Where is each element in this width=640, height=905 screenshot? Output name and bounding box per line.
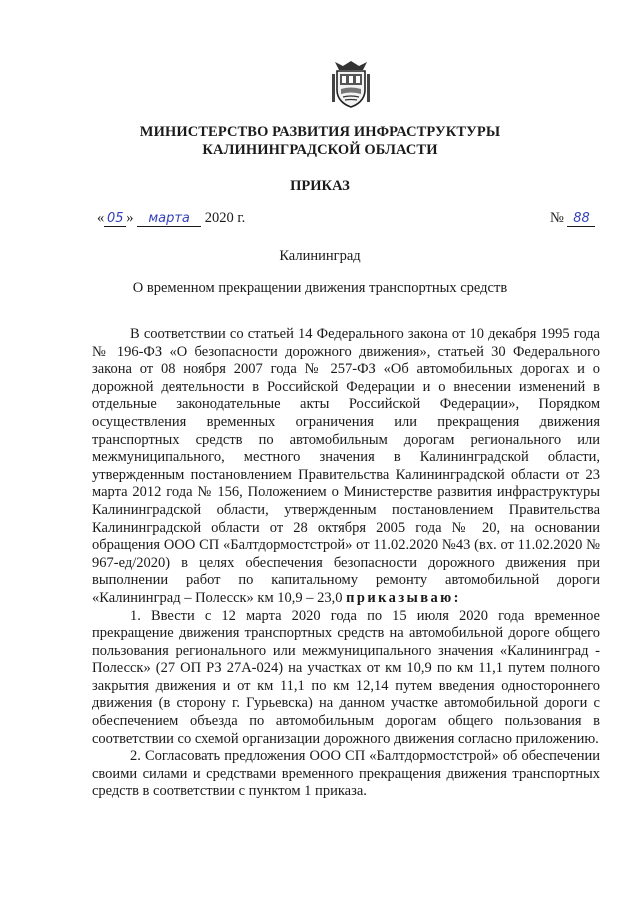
date-close-quote: » <box>126 210 134 226</box>
order-subject: О временном прекращении движения транспортных средств <box>132 280 508 296</box>
order-date <box>97 210 245 227</box>
date-month-handwritten: марта <box>137 212 201 227</box>
date-year: 2020 г. <box>204 210 246 226</box>
order-number <box>550 210 595 227</box>
order-body <box>92 326 600 801</box>
preamble-paragraph <box>92 326 600 608</box>
coat-of-arms-icon <box>329 60 373 108</box>
ministry-name-line1: МИНИСТЕРСТВО РАЗВИТИЯ ИНФРАСТРУКТУРЫ <box>139 124 501 140</box>
order-item-1: 1. Ввести с 12 марта 2020 года по 15 июля 2020 года временное прекращение движения транспортных средств на автомобильной дороге общего пользования регионального или межмуниципального значения «Калининград - Полесск» (27 ОП РЗ 27А-024) на участках от км 10,9 по км 11,1 путем полного закрытия движения и от км 11,1 по км 12,14 путем введения одностороннего движения (в сторону г. Гурьевска) на данном участке автомобильной дороги с обеспечением объезда по автомобильным дорогам общего пользования в соответствии со схемой организации дорожного движения согласно приложению. <box>92 607 600 747</box>
city-name: Калининград <box>279 248 361 264</box>
preamble-text: В соответствии со статьей 14 Федерального закона от 10 декабря 1995 года № 196-ФЗ «О безопасности дорожного движения», статьей 30 Федерального закона от 08 ноября 2007 года № 257-ФЗ «Об автомобильных дорогах и о дорожной деятельности в Российской Федерации и о внесении изменений в отдельные законодательные акты Российской Федерации», Порядком осуществления временных ограничения или прекращения движения транспортных средств по автомобильным дорогам регионального или межмуниципального, местного значения в Калининградской области, утвержденным постановлением Правительства Калининградской области от 23 марта 2012 года № 156, Положением о Министерстве развития инфраструктуры Калининградской области, утвержденным постановлением Правительства Калининградской области от 28 октября 2005 года № 20, на основании обращения ООО СП «Балтдормостстрой» от 11.02.2020 №43 (вх. от 11.02.2020 № 967-ед/2020) в целях обеспечения безопасности дорожного движения при выполнении работ по капитальному ремонту автомобильной дороги «Калининград – Полесск» км 10,9 – 23,0 <box>92 326 600 606</box>
date-day-handwritten: 05 <box>104 212 126 227</box>
number-value-handwritten: 88 <box>567 212 595 227</box>
document-type-title: ПРИКАЗ <box>290 178 350 194</box>
ministry-name-line2: КАЛИНИНГРАДСКОЙ ОБЛАСТИ <box>202 142 438 158</box>
number-label: № <box>550 210 564 226</box>
decree-word: приказываю: <box>346 589 461 606</box>
date-open-quote: « <box>97 210 105 226</box>
order-item-2: 2. Согласовать предложения ООО СП «Балтдормостстрой» об обеспечении своими силами и средствами временного прекращения движения транспортных средств в соответствии с пунктом 1 приказа. <box>92 748 600 800</box>
